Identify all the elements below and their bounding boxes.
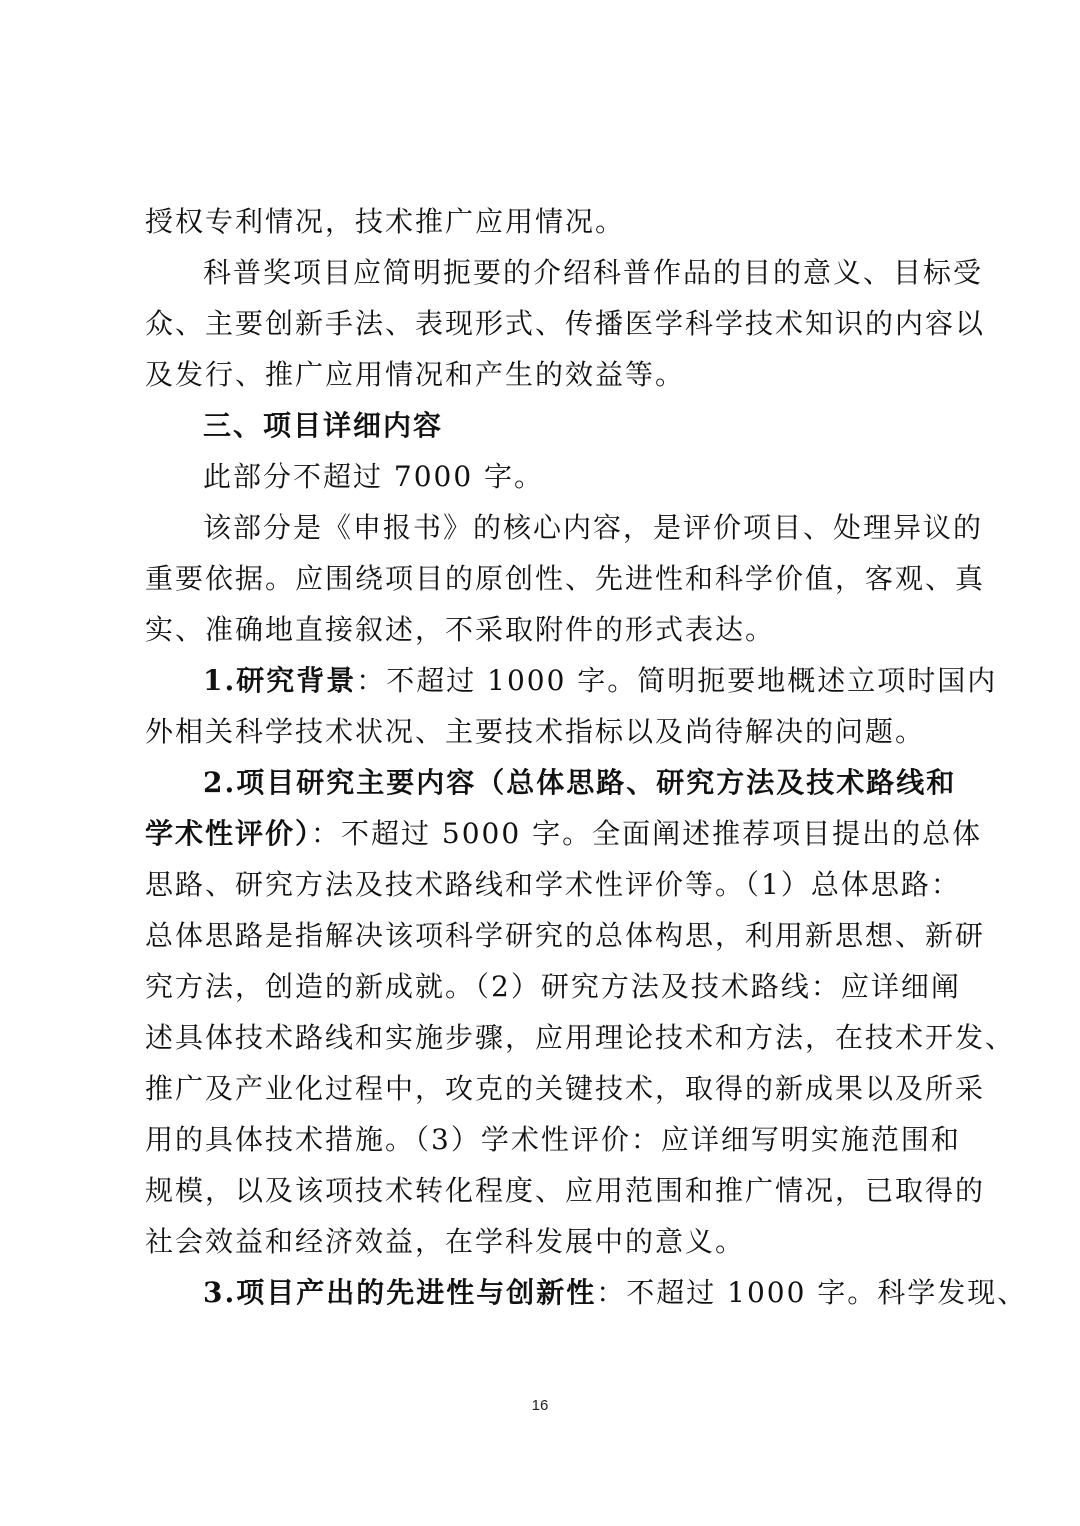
paragraph-line: 外相关科学技术状况、主要技术指标以及尚待解决的问题。 — [145, 715, 926, 748]
paragraph-text: ：不超过 1000 字。科学发现、 — [596, 1276, 1028, 1309]
paragraph-line — [145, 655, 998, 706]
paragraph-line: 推广及产业化过程中，攻克的关键技术，取得的新成果以及所采 — [145, 1072, 986, 1105]
paragraph-line: 众、主要创新手法、表现形式、传播医学科学技术知识的内容以 — [145, 307, 986, 340]
subheading-text: 3.项目产出的先进性与创新性 — [203, 1276, 597, 1309]
page-number: 16 — [531, 1397, 549, 1414]
paragraph-line: 究方法，创造的新成就。（2）研究方法及技术路线：应详细阐 — [145, 970, 961, 1003]
paragraph-text: ：不超过 1000 字。简明扼要地概述立项时国内 — [356, 664, 998, 697]
paragraph-line: 此部分不超过 7000 字。 — [203, 460, 545, 493]
paragraph-line: 总体思路是指解决该项科学研究的总体构思，利用新思想、新研 — [145, 919, 986, 952]
paragraph-line: 思路、研究方法及技术路线和学术性评价等。（1）总体思路： — [145, 868, 961, 901]
paragraph-line — [145, 808, 983, 859]
paragraph-line: 及发行、推广应用情况和产生的效益等。 — [145, 358, 686, 391]
paragraph-line: 用的具体技术措施。（3）学术性评价：应详细写明实施范围和 — [145, 1123, 961, 1156]
paragraph-line — [145, 757, 957, 808]
paragraph-line — [145, 1267, 1028, 1318]
paragraph-line: 规模，以及该项技术转化程度、应用范围和推广情况，已取得的 — [145, 1174, 986, 1207]
subheading-text: 1.研究背景 — [203, 664, 357, 697]
paragraph-text: ：不超过 5000 字。全面阐述推荐项目提出的总体 — [311, 817, 983, 850]
paragraph-line: 实、准确地直接叙述，不采取附件的形式表达。 — [145, 613, 776, 646]
paragraph-line: 该部分是《申报书》的核心内容，是评价项目、处理异议的 — [203, 511, 984, 544]
section-heading: 三、项目详细内容 — [203, 409, 444, 442]
paragraph-line: 述具体技术路线和实施步骤，应用理论技术和方法，在技术开发、 — [145, 1021, 1016, 1054]
subheading-text: 学术性评价） — [145, 817, 312, 850]
paragraph-line: 重要依据。应围绕项目的原创性、先进性和科学价值，客观、真 — [145, 562, 986, 595]
paragraph-line: 社会效益和经济效益，在学科发展中的意义。 — [145, 1225, 746, 1258]
paragraph-line: 授权专利情况，技术推广应用情况。 — [145, 205, 626, 238]
body-text — [145, 196, 1028, 1318]
subheading-text: 2.项目研究主要内容（总体思路、研究方法及技术路线和 — [203, 766, 957, 799]
paragraph-line: 科普奖项目应简明扼要的介绍科普作品的目的意义、目标受 — [203, 256, 984, 289]
